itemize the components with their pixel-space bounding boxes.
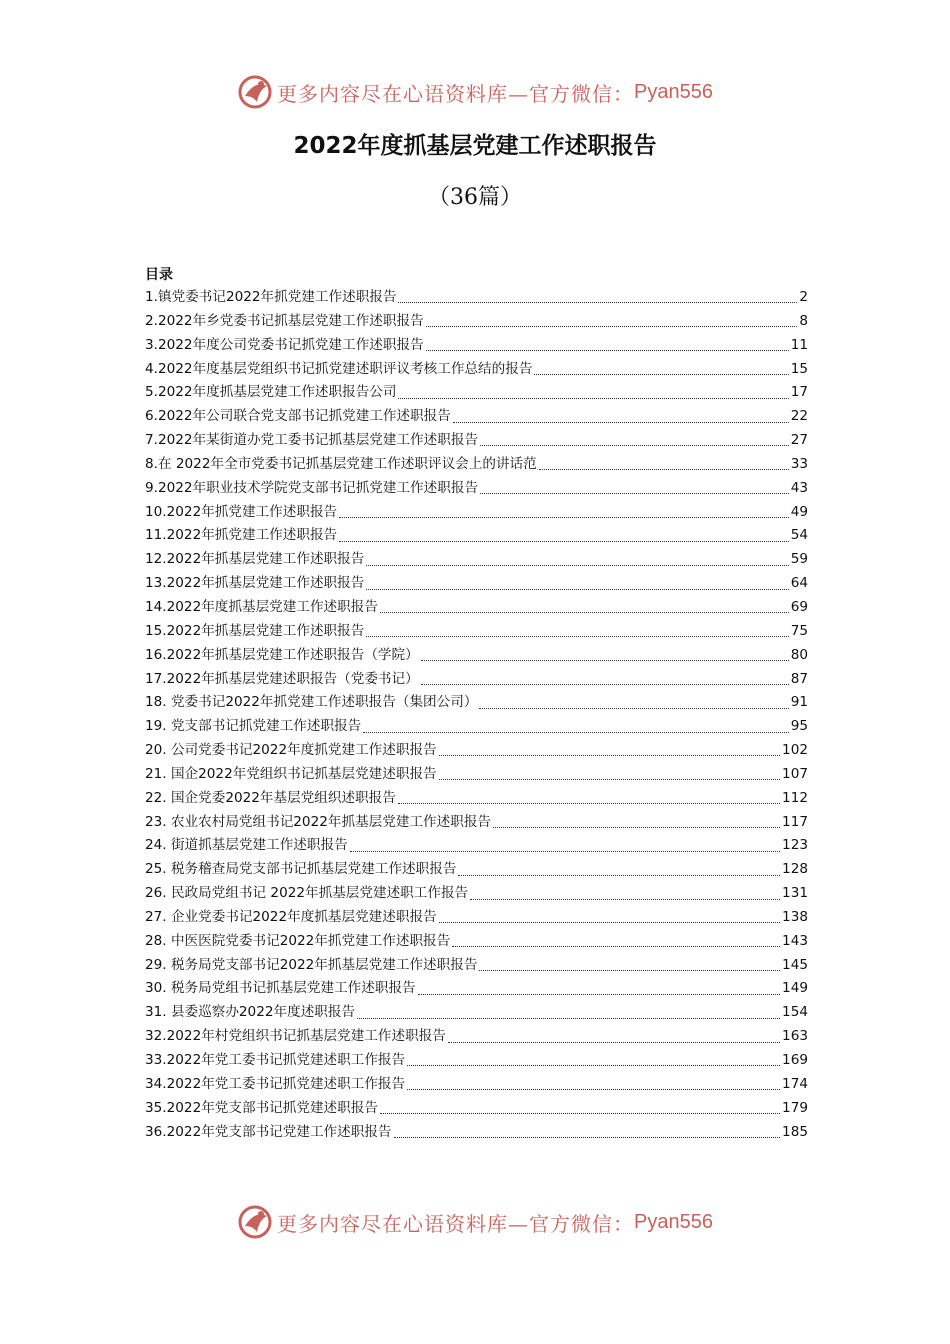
- toc-entry[interactable]: [145, 310, 808, 334]
- toc-entry-page-number: 154: [782, 1004, 808, 1021]
- toc-entry[interactable]: [145, 358, 808, 382]
- toc-entry[interactable]: [145, 596, 808, 620]
- toc-entry-page-number: 174: [782, 1075, 808, 1092]
- toc-entry-page-number: 22: [790, 408, 808, 425]
- toc-entry-page-number: 185: [782, 1123, 808, 1140]
- toc-entry-title[interactable]: 9.2022年职业技术学院党支部书记抓党建工作述职报告: [145, 479, 479, 496]
- toc-dot-leader: [448, 1042, 780, 1043]
- toc-entry-title[interactable]: 31. 县委巡察办2022年度述职报告: [145, 1004, 356, 1021]
- toc-entry-title[interactable]: 6.2022年公司联合党支部书记抓党建工作述职报告: [145, 408, 451, 425]
- toc-dot-leader: [439, 922, 780, 923]
- toc-dot-leader: [534, 374, 788, 375]
- toc-entry[interactable]: [145, 1073, 808, 1097]
- toc-entry-title[interactable]: 5.2022年度抓基层党建工作述职报告公司: [145, 384, 397, 401]
- toc-entry-page-number: 131: [782, 885, 808, 902]
- toc-entry[interactable]: [145, 763, 808, 787]
- toc-entry-title[interactable]: 22. 国企党委2022年基层党组织述职报告: [145, 789, 396, 806]
- toc-entry[interactable]: [145, 1049, 808, 1073]
- toc-entry[interactable]: [145, 1001, 808, 1025]
- toc-entry[interactable]: [145, 1025, 808, 1049]
- toc-dot-leader: [350, 851, 780, 852]
- toc-dot-leader: [480, 493, 789, 494]
- toc-entry-page-number: 128: [782, 861, 808, 878]
- brand-logo-icon: [237, 1204, 273, 1240]
- toc-entry-title[interactable]: 36.2022年党支部书记党建工作述职报告: [145, 1123, 392, 1140]
- toc-entry-page-number: 145: [782, 956, 808, 973]
- toc-entry-title[interactable]: 1.镇党委书记2022年抓党建工作述职报告: [145, 289, 397, 305]
- toc-entry[interactable]: [145, 477, 808, 501]
- toc-entry-title[interactable]: 11.2022年抓党建工作述职报告: [145, 527, 338, 544]
- toc-entry-page-number: 43: [790, 479, 808, 496]
- toc-dot-leader: [479, 970, 780, 971]
- toc-entry[interactable]: [145, 954, 808, 978]
- footer-watermark-banner: [0, 1200, 950, 1244]
- toc-entry[interactable]: [145, 811, 808, 835]
- toc-entry-title[interactable]: 33.2022年党工委书记抓党建述职工作报告: [145, 1052, 406, 1068]
- toc-entry-page-number: 179: [782, 1099, 808, 1116]
- toc-entry-page-number: 163: [782, 1028, 808, 1045]
- toc-dot-leader: [366, 565, 788, 566]
- toc-entry-title[interactable]: 8.在 2022年全市党委书记抓基层党建工作述职评议会上的讲话范: [145, 455, 537, 472]
- toc-entry-page-number: 169: [782, 1052, 808, 1068]
- banner-wechat-id: Pyan556: [634, 80, 713, 103]
- toc-dot-leader: [470, 899, 780, 900]
- toc-entry-page-number: 80: [790, 646, 808, 663]
- toc-entry[interactable]: [145, 1121, 808, 1145]
- toc-entry[interactable]: [145, 858, 808, 882]
- toc-entry-title[interactable]: 24. 街道抓基层党建工作述职报告: [145, 837, 348, 854]
- toc-entry-title[interactable]: 10.2022年抓党建工作述职报告: [145, 503, 338, 520]
- toc-dot-leader: [394, 1137, 781, 1138]
- toc-entry[interactable]: [145, 906, 808, 930]
- toc-dot-leader: [421, 684, 789, 685]
- toc-entry-title[interactable]: 29. 税务局党支部书记2022年抓基层党建工作述职报告: [145, 956, 478, 973]
- toc-entry-page-number: 15: [790, 360, 808, 377]
- toc-entry[interactable]: [145, 286, 808, 310]
- toc-dot-leader: [407, 1065, 780, 1066]
- toc-dot-leader: [418, 994, 780, 995]
- toc-entry-title[interactable]: 21. 国企2022年党组织书记抓基层党建述职报告: [145, 765, 437, 782]
- toc-entry-page-number: 149: [782, 980, 808, 997]
- toc-dot-leader: [380, 1113, 780, 1114]
- banner-wechat-id: Pyan556: [634, 1210, 713, 1233]
- toc-dot-leader: [380, 612, 789, 613]
- toc-entry[interactable]: [145, 644, 808, 668]
- toc-dot-leader: [407, 1089, 780, 1090]
- toc-entry-page-number: 64: [790, 575, 808, 592]
- header-watermark-banner: [0, 70, 950, 114]
- toc-entry-page-number: 69: [790, 598, 808, 615]
- toc-entry[interactable]: [145, 453, 808, 477]
- toc-entry[interactable]: [145, 501, 808, 525]
- toc-dot-leader: [398, 398, 788, 399]
- toc-entry-page-number: 17: [790, 384, 808, 401]
- toc-entry-title[interactable]: 28. 中医医院党委书记2022年抓党建工作述职报告: [145, 932, 451, 949]
- toc-entry[interactable]: [145, 381, 808, 405]
- toc-heading: 目录: [145, 267, 173, 283]
- toc-entry[interactable]: [145, 572, 808, 596]
- toc-entry[interactable]: [145, 620, 808, 644]
- banner-text: 更多内容尽在心语资料库—官方微信：: [277, 1211, 635, 1236]
- toc-entry[interactable]: [145, 691, 808, 715]
- brand-logo-icon: [237, 74, 273, 110]
- toc-entry[interactable]: [145, 715, 808, 739]
- toc-entry-title[interactable]: 17.2022年抓基层党建述职报告（党委书记）: [145, 670, 419, 687]
- toc-list: [145, 286, 808, 1144]
- toc-entry[interactable]: [145, 834, 808, 858]
- document-subtitle: （36篇）: [428, 185, 522, 210]
- toc-dot-leader: [339, 541, 789, 542]
- toc-entry[interactable]: [145, 668, 808, 692]
- toc-entry-title[interactable]: 30. 税务局党组书记抓基层党建工作述职报告: [145, 980, 416, 997]
- toc-dot-leader: [357, 1018, 780, 1019]
- toc-entry-title[interactable]: 14.2022年度抓基层党建工作述职报告: [145, 598, 378, 615]
- toc-entry-page-number: 107: [782, 765, 808, 782]
- toc-entry[interactable]: [145, 405, 808, 429]
- toc-dot-leader: [480, 445, 789, 446]
- toc-entry-title[interactable]: 19. 党支部书记抓党建工作述职报告: [145, 718, 362, 735]
- toc-entry[interactable]: [145, 739, 808, 763]
- toc-entry[interactable]: [145, 930, 808, 954]
- toc-dot-leader: [439, 755, 780, 756]
- table-of-contents: [145, 264, 808, 1144]
- toc-entry-page-number: 49: [790, 503, 808, 520]
- toc-dot-leader: [398, 803, 780, 804]
- toc-dot-leader: [426, 326, 798, 327]
- toc-entry-title[interactable]: 20. 公司党委书记2022年度抓党建工作述职报告: [145, 742, 437, 759]
- toc-entry-page-number: 138: [782, 908, 808, 925]
- toc-entry-title[interactable]: 13.2022年抓基层党建工作述职报告: [145, 575, 365, 592]
- toc-entry-title[interactable]: 15.2022年抓基层党建工作述职报告: [145, 622, 365, 639]
- toc-entry[interactable]: [145, 977, 808, 1001]
- toc-entry-title[interactable]: 18. 党委书记2022年抓党建工作述职报告（集团公司）: [145, 694, 478, 711]
- toc-dot-leader: [452, 946, 780, 947]
- toc-entry-page-number: 8: [799, 312, 808, 329]
- toc-entry-title[interactable]: 34.2022年党工委书记抓党建述职工作报告: [145, 1075, 406, 1092]
- toc-entry[interactable]: [145, 787, 808, 811]
- toc-entry-title[interactable]: 3.2022年度公司党委书记抓党建工作述职报告: [145, 336, 424, 353]
- toc-entry-page-number: 33: [790, 455, 808, 472]
- toc-entry-page-number: 95: [790, 718, 808, 735]
- toc-entry-title[interactable]: 26. 民政局党组书记 2022年抓基层党建述职工作报告: [145, 885, 469, 902]
- toc-entry-page-number: 87: [790, 670, 808, 687]
- toc-entry-page-number: 27: [790, 432, 808, 449]
- toc-dot-leader: [479, 708, 788, 709]
- toc-entry-page-number: 123: [782, 837, 808, 854]
- toc-entry[interactable]: [145, 334, 808, 358]
- toc-entry-title[interactable]: 23. 农业农村局党组书记2022年抓基层党建工作述职报告: [145, 813, 492, 830]
- toc-entry-page-number: 143: [782, 932, 808, 949]
- toc-entry-title[interactable]: 27. 企业党委书记2022年度抓基层党建述职报告: [145, 908, 437, 925]
- toc-dot-leader: [339, 517, 789, 518]
- toc-entry-title[interactable]: 2.2022年乡党委书记抓基层党建工作述职报告: [145, 312, 424, 329]
- toc-entry-title[interactable]: 4.2022年度基层党组织书记抓党建述职评议考核工作总结的报告: [145, 360, 533, 377]
- toc-dot-leader: [426, 350, 789, 351]
- toc-entry-page-number: 91: [790, 694, 808, 711]
- toc-dot-leader: [493, 827, 780, 828]
- toc-entry-title[interactable]: 32.2022年村党组织书记抓基层党建工作述职报告: [145, 1028, 446, 1045]
- toc-entry[interactable]: [145, 429, 808, 453]
- toc-entry-title[interactable]: 25. 税务稽查局党支部书记抓基层党建工作述职报告: [145, 861, 457, 878]
- toc-dot-leader: [453, 422, 789, 423]
- toc-entry-title[interactable]: 7.2022年某街道办党工委书记抓基层党建工作述职报告: [145, 432, 479, 449]
- toc-dot-leader: [439, 779, 780, 780]
- toc-entry-page-number: 75: [790, 622, 808, 639]
- toc-dot-leader: [421, 660, 789, 661]
- toc-entry-page-number: 117: [782, 813, 808, 830]
- toc-dot-leader: [363, 732, 788, 733]
- toc-entry-page-number: 54: [790, 527, 808, 544]
- toc-entry-title[interactable]: 16.2022年抓基层党建工作述职报告（学院）: [145, 646, 419, 663]
- toc-entry[interactable]: [145, 524, 808, 548]
- toc-entry[interactable]: [145, 882, 808, 906]
- banner-text: 更多内容尽在心语资料库—官方微信：: [277, 81, 635, 106]
- toc-dot-leader: [366, 636, 788, 637]
- toc-entry-title[interactable]: 35.2022年党支部书记抓党建述职报告: [145, 1099, 378, 1116]
- toc-dot-leader: [398, 302, 797, 303]
- toc-entry[interactable]: [145, 548, 808, 572]
- toc-entry-page-number: 59: [790, 551, 808, 568]
- toc-dot-leader: [366, 589, 788, 590]
- toc-entry-page-number: 2: [799, 289, 808, 305]
- toc-entry[interactable]: [145, 1097, 808, 1121]
- document-title: 2022年度抓基层党建工作述职报告: [293, 133, 657, 159]
- toc-dot-leader: [458, 875, 780, 876]
- toc-entry-title[interactable]: 12.2022年抓基层党建工作述职报告: [145, 551, 365, 568]
- toc-dot-leader: [539, 469, 789, 470]
- toc-entry-page-number: 112: [782, 789, 808, 806]
- toc-entry-page-number: 11: [790, 336, 808, 353]
- toc-entry-page-number: 102: [782, 742, 808, 759]
